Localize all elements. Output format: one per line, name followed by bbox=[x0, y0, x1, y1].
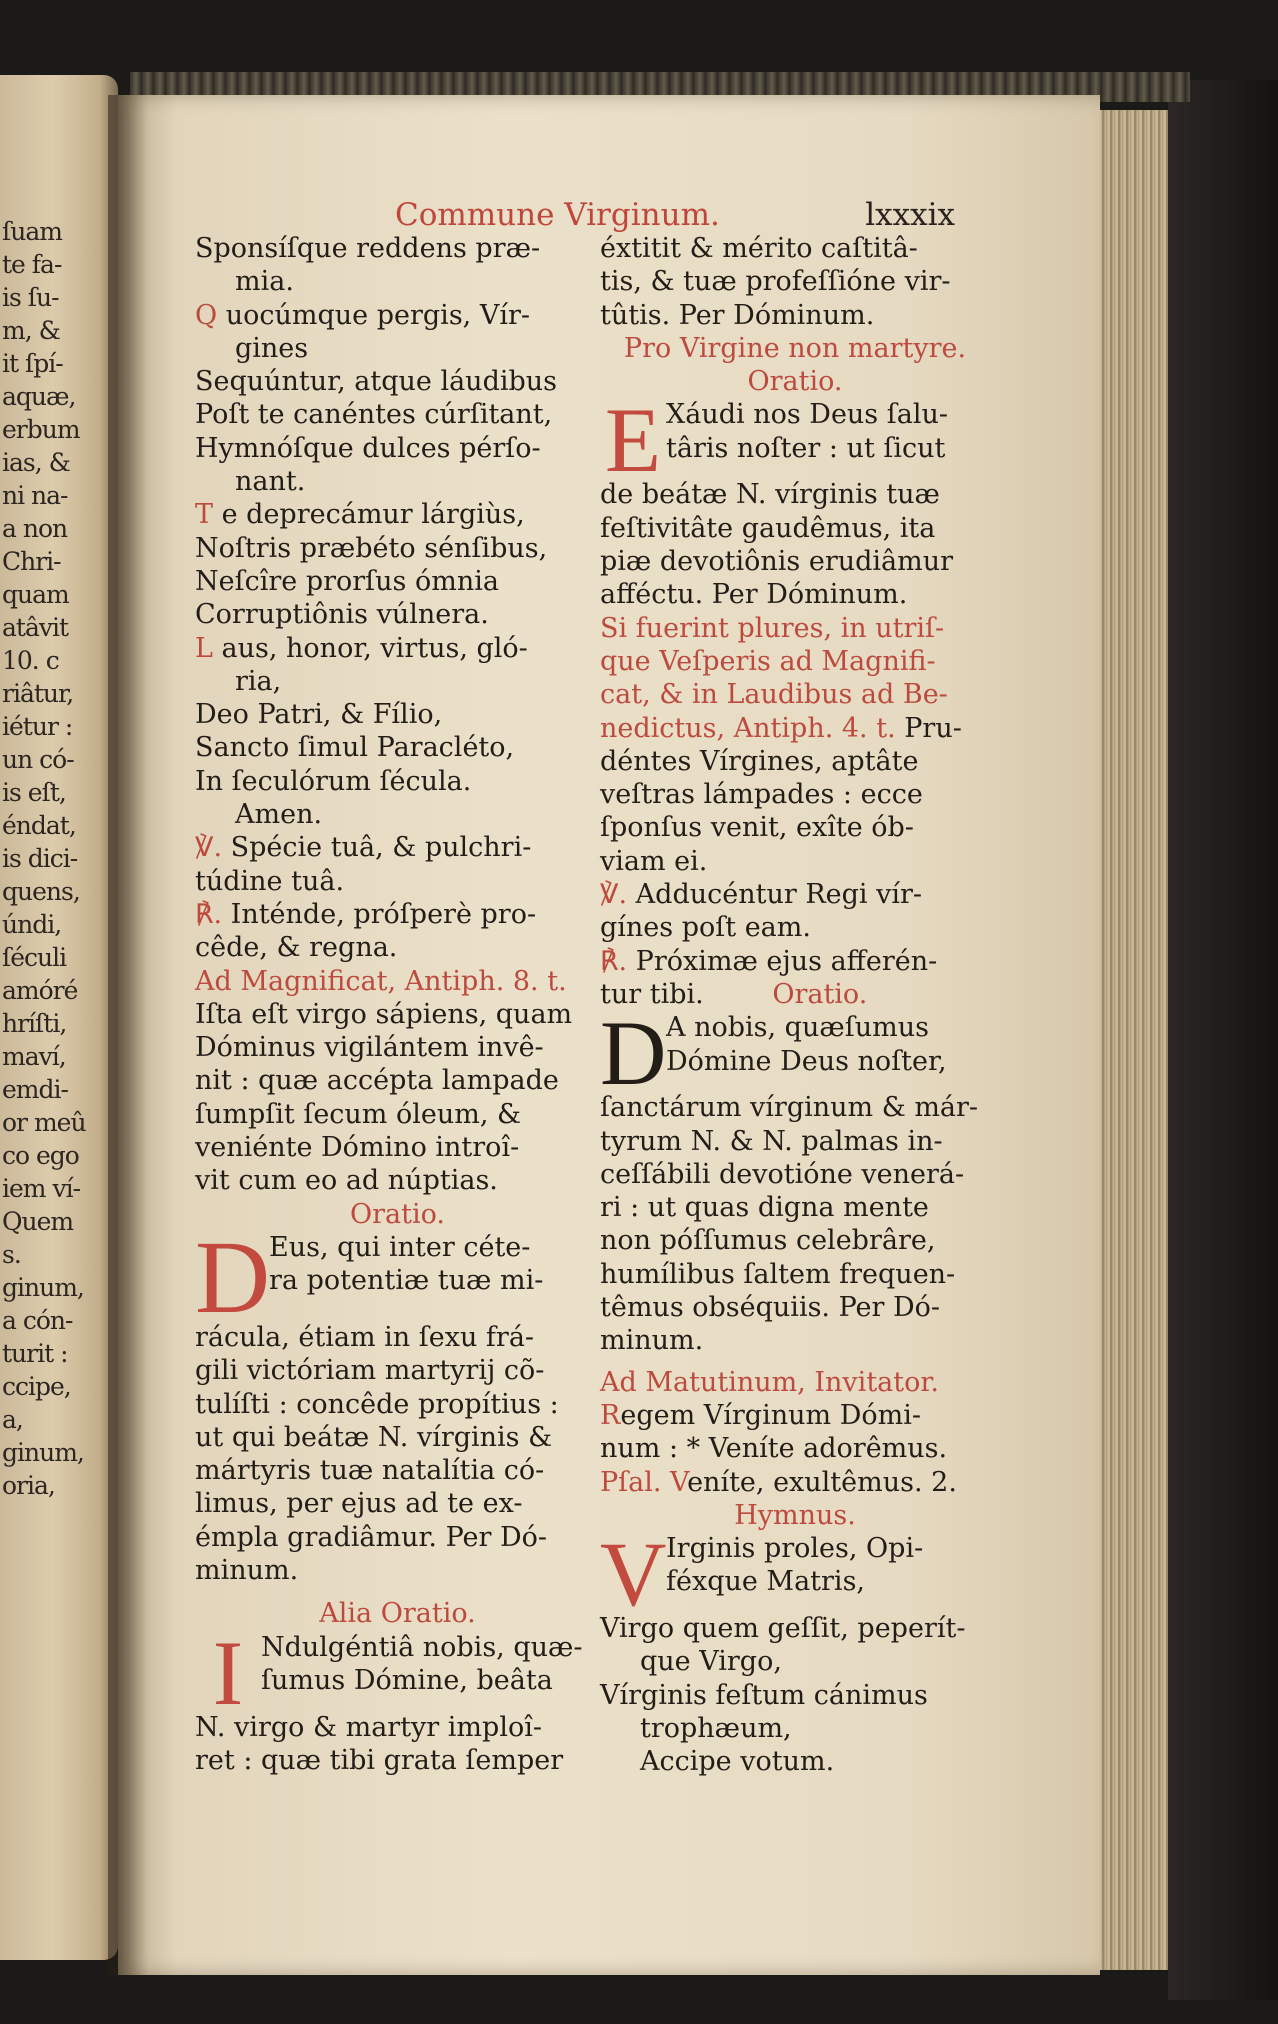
left-page-fragment: úndi, bbox=[2, 910, 62, 939]
invitatory-line bbox=[600, 1399, 990, 1432]
text-line-with-red-initial bbox=[195, 632, 600, 665]
exaudi-dropcap-block bbox=[600, 389, 990, 611]
left-page-fragment: Quem bbox=[2, 1207, 74, 1236]
text-line: A nobis, quæſumus bbox=[666, 1012, 929, 1044]
invitatory-initial: R bbox=[600, 1399, 621, 1431]
dropcap-i: I bbox=[212, 1621, 244, 1724]
left-page-fragment: éndat, bbox=[2, 811, 76, 840]
text-line: rácula, étiam in ſexu frá- bbox=[195, 1321, 535, 1353]
hymn-line: Virgo quem geſſit, peperít- bbox=[600, 1613, 966, 1645]
text-line: Poſt te canéntes cúrſitant, bbox=[195, 399, 553, 431]
text-line: vit cum eo ad núptias. bbox=[195, 1165, 498, 1197]
left-page-fragment: amóré bbox=[2, 976, 78, 1005]
text-line: limus, per ejus ad te ex- bbox=[195, 1488, 523, 1520]
gutter-shadow bbox=[108, 95, 148, 1975]
text-line: ſumpſit ſecum óleum, & bbox=[195, 1098, 522, 1130]
running-header bbox=[395, 195, 955, 235]
text-line: Deo Patri, & Fílio, bbox=[195, 699, 443, 731]
left-page-fragment: riâtur, bbox=[2, 679, 74, 708]
text-line-with-red-initial bbox=[195, 299, 600, 332]
da-nobis-dropcap-block bbox=[600, 1002, 990, 1357]
dropcap-continuation bbox=[195, 1321, 600, 1587]
text-line: minum. bbox=[600, 1325, 704, 1357]
versicle-text: Adducéntur Regi vír- bbox=[635, 879, 923, 911]
rubric-line: Ad Magnificat, Antiph. 8. t. bbox=[195, 965, 567, 997]
hymnus-heading: Hymnus. bbox=[734, 1499, 856, 1531]
hymn-line: Accipe votum. bbox=[640, 1746, 835, 1778]
pro-virgine-heading: Pro Virgine non martyre. bbox=[623, 332, 967, 364]
response-sign: ℟. bbox=[600, 945, 628, 977]
left-page-fragment: co ego bbox=[2, 1141, 79, 1170]
text-line: Ndulgéntiâ nobis, quæ- bbox=[261, 1631, 583, 1663]
text-line: ri : ut quas digna mente bbox=[600, 1192, 929, 1224]
text-line-with-red-initial bbox=[195, 831, 600, 864]
dropcap-continuation bbox=[600, 1091, 990, 1357]
left-page-fragment: ginum, bbox=[2, 1438, 84, 1467]
text-line: veniénte Dómino introî- bbox=[195, 1132, 520, 1164]
text-line: nit : quæ accépta lampade bbox=[195, 1065, 559, 1097]
text-line: Corruptiônis vúlnera. bbox=[195, 599, 489, 631]
text-line: In ſeculórum ſécula. bbox=[195, 765, 472, 797]
left-page-fragment: a non bbox=[2, 514, 68, 543]
left-page-fragment: turit : bbox=[2, 1339, 68, 1368]
left-page-fragment: or meû bbox=[2, 1108, 86, 1137]
psalm-line bbox=[600, 1466, 990, 1499]
left-page-fragment: a, bbox=[2, 1405, 23, 1434]
text-line: Sponsíſque reddens præ- bbox=[195, 233, 541, 264]
left-page-fragment: ias, & bbox=[2, 448, 70, 477]
right-text-column bbox=[600, 232, 990, 1779]
text-line: ria, bbox=[235, 665, 282, 697]
hymn-line: que Virgo, bbox=[640, 1646, 782, 1678]
left-page-fragment: ſéculi bbox=[2, 943, 67, 972]
text-line-with-red-initial bbox=[195, 898, 600, 931]
text-line: afféctu. Per Dóminum. bbox=[600, 579, 908, 611]
antiphon-start: Pru- bbox=[904, 712, 962, 744]
text-line: Iſta eſt virgo sápiens, quam bbox=[195, 998, 573, 1030]
text-line: mártyris tuæ natalítia có- bbox=[195, 1455, 545, 1487]
text-line: tis, & tuæ profeſſióne vir- bbox=[600, 266, 951, 298]
text-line: veſtras lámpades : ecce bbox=[600, 779, 923, 811]
left-column-lines bbox=[195, 232, 600, 1231]
text-line: gínes poſt eam. bbox=[600, 912, 811, 944]
text-line: têmus obséquiis. Per Dó- bbox=[600, 1292, 941, 1324]
dropcap-continuation bbox=[600, 478, 990, 611]
text-line: ret : quæ tibi grata ſemper bbox=[195, 1744, 564, 1776]
left-page-fragment: ginum, bbox=[2, 1273, 84, 1302]
text-line: de beátæ N. vírginis tuæ bbox=[600, 479, 940, 511]
text-line-with-red-initial bbox=[195, 498, 600, 531]
left-page-fragment: ni na- bbox=[2, 481, 68, 510]
text-line: Hymnóſque dulces pérſo- bbox=[195, 432, 541, 464]
line-text: Inténde, próſperè pro- bbox=[230, 898, 537, 930]
text-line: féxque Matris, bbox=[666, 1566, 866, 1598]
text-line: viam ei. bbox=[600, 845, 708, 877]
versicle-line bbox=[600, 878, 990, 911]
left-facing-page bbox=[0, 75, 118, 1960]
red-initial: ℟. bbox=[195, 898, 223, 930]
left-page-fragment: it ſpí- bbox=[2, 349, 63, 378]
rubric-line: Si fuerint plures, in utriſ- bbox=[600, 612, 945, 644]
red-initial: Q bbox=[195, 299, 218, 331]
text-line: túdine tuâ. bbox=[195, 865, 345, 897]
text-line: Dómine Deus noſter, bbox=[666, 1045, 947, 1077]
response-text: Próximæ ejus afferén- bbox=[635, 945, 938, 977]
line-text: e deprecámur lárgiùs, bbox=[221, 499, 525, 531]
text-line: Sancto ſimul Paracléto, bbox=[195, 732, 515, 764]
text-line: minum. bbox=[195, 1554, 299, 1586]
right-column-top-lines bbox=[600, 232, 990, 332]
left-page-fragment: oria, bbox=[2, 1471, 55, 1500]
left-page-fragment: is dici- bbox=[2, 844, 78, 873]
text-line: ſponſus venit, exîte ób- bbox=[600, 812, 914, 844]
book-cover-edge bbox=[1168, 80, 1278, 2000]
oratio-dropcap-block bbox=[195, 1219, 600, 1587]
hymn-line: trophæum, bbox=[640, 1712, 792, 1744]
text-line: émpla gradiâmur. Per Dó- bbox=[195, 1521, 548, 1553]
left-text-column bbox=[195, 232, 600, 1777]
matutinum-rubric: Ad Matutinum, Invitator. bbox=[600, 1366, 939, 1398]
text-line: gines bbox=[235, 332, 309, 364]
hymn-line: Vírginis feſtum cánimus bbox=[600, 1679, 928, 1711]
text-line: déntes Vírgines, aptâte bbox=[600, 745, 919, 777]
text-line: Eus, qui inter céte- bbox=[269, 1231, 531, 1263]
dropcap-d-black: D bbox=[600, 1002, 667, 1105]
dropcap-d: D bbox=[195, 1219, 271, 1335]
line-text: aus, honor, virtus, gló- bbox=[221, 632, 528, 664]
text-line: mia. bbox=[235, 266, 294, 298]
text-line: ſumus Dómine, beâta bbox=[261, 1664, 553, 1696]
left-page-fragment: is eſt, bbox=[2, 778, 66, 807]
left-page-fragment: quens, bbox=[2, 877, 80, 906]
alia-oratio-dropcap-block bbox=[195, 1621, 600, 1778]
rubric-block bbox=[600, 612, 990, 712]
left-page-fragment: is ſu- bbox=[2, 283, 59, 312]
left-page-fragment: iétur : bbox=[2, 712, 73, 741]
text-line: Xáudi nos Deus ſalu- bbox=[666, 399, 948, 431]
left-page-fragment: aquæ, bbox=[2, 382, 76, 411]
invitatory-text: egem Vírginum Dómi- bbox=[620, 1399, 921, 1431]
left-page-fragment: emdi- bbox=[2, 1075, 68, 1104]
psalm-text: eníte, exultêmus. 2. bbox=[687, 1466, 957, 1498]
text-line: Neſcîre prorſus ómnia bbox=[195, 565, 499, 597]
left-page-fragment: hríſti, bbox=[2, 1009, 67, 1038]
rubric-line: cat, & in Laudibus ad Be- bbox=[600, 679, 948, 711]
text-line: Amen. bbox=[235, 799, 323, 831]
text-line: cêde, & regna. bbox=[195, 932, 398, 964]
text-line: tûtis. Per Dóminum. bbox=[600, 299, 875, 331]
left-page-fragment: quam bbox=[2, 580, 69, 609]
text-line: N. virgo & martyr imploî- bbox=[195, 1711, 542, 1743]
line-text: Spécie tuâ, & pulchri- bbox=[230, 832, 532, 864]
dropcap-v: V bbox=[600, 1523, 667, 1626]
left-page-fragment: un có- bbox=[2, 745, 74, 774]
text-line: târis noſter : ut ſicut bbox=[666, 432, 946, 464]
text-line: Irginis proles, Opi- bbox=[666, 1533, 924, 1565]
running-title: Commune Virginum. bbox=[395, 197, 720, 233]
oratio-heading: Oratio. bbox=[747, 366, 843, 398]
text-line: feſtivitâte gaudêmus, ita bbox=[600, 512, 936, 544]
left-page-fragment: Chri- bbox=[2, 547, 61, 576]
left-page-text-fragments bbox=[2, 215, 114, 1502]
text-line: ra potentiæ tuæ mi- bbox=[269, 1265, 544, 1297]
left-page-fragment: erbum bbox=[2, 415, 80, 444]
text-line: ut qui beátæ N. vírginis & bbox=[195, 1421, 553, 1453]
left-page-fragment: ccipe, bbox=[2, 1372, 71, 1401]
text-line: Noſtris præbéto sénſibus, bbox=[195, 532, 548, 564]
response-tail: tur tibi. bbox=[600, 978, 704, 1010]
rubric-last-line bbox=[600, 712, 990, 745]
oratio-inline-heading: Oratio. bbox=[772, 978, 868, 1010]
rubric-line: que Veſperis ad Magnifi- bbox=[600, 645, 936, 677]
text-line: Dóminus vigilántem invê- bbox=[195, 1032, 544, 1064]
text-line: éxtitit & mérito caſtitâ- bbox=[600, 233, 918, 264]
dropcap-continuation bbox=[195, 1711, 600, 1778]
text-line: humílibus ſaltem frequen- bbox=[600, 1258, 956, 1290]
text-line: gili victóriam martyrij cõ- bbox=[195, 1355, 545, 1387]
left-page-fragment: ſuam bbox=[2, 217, 62, 246]
text-line: ſanctárum vírginum & már- bbox=[600, 1092, 979, 1124]
hymn-dropcap-block bbox=[600, 1523, 990, 1778]
versicle-sign: ℣. bbox=[600, 879, 628, 911]
left-page-fragment: s. bbox=[2, 1240, 21, 1269]
text-line: non póſſumus celebrâre, bbox=[600, 1225, 936, 1257]
text-line: piæ devotiônis erudiâmur bbox=[600, 546, 954, 578]
left-page-fragment: a cón- bbox=[2, 1306, 73, 1335]
left-page-fragment: iem ví- bbox=[2, 1174, 81, 1203]
left-page-fragment: maví, bbox=[2, 1042, 66, 1071]
text-line: tulíſti : concêde propítius : bbox=[195, 1388, 559, 1420]
red-initial: ℣. bbox=[195, 832, 223, 864]
left-page-fragment: te fa- bbox=[2, 250, 62, 279]
oratio-heading: Oratio. bbox=[350, 1198, 445, 1230]
text-line: nant. bbox=[235, 466, 306, 498]
response-line bbox=[600, 945, 990, 978]
left-page-fragment: m, & bbox=[2, 316, 60, 345]
dropcap-continuation bbox=[600, 1612, 990, 1778]
left-page-fragment: atâvit bbox=[2, 613, 69, 642]
dropcap-e: E bbox=[604, 389, 662, 492]
alia-oratio-heading: Alia Oratio. bbox=[319, 1598, 476, 1630]
psalm-label: Pſal. V bbox=[600, 1466, 688, 1498]
left-page-fragment: 10. c bbox=[2, 646, 59, 675]
folio-number: lxxxix bbox=[865, 197, 955, 233]
red-initial: T bbox=[195, 499, 214, 531]
text-line: ceſſábili devotióne venerá- bbox=[600, 1158, 965, 1190]
text-line: Sequúntur, atque láudibus bbox=[195, 366, 558, 398]
text-line: tyrum N. & N. palmas in- bbox=[600, 1125, 943, 1157]
invitatory-line-2: num : * Veníte adorêmus. bbox=[600, 1433, 948, 1465]
rubric-tail-text: nedictus, Antiph. 4. t. bbox=[600, 712, 896, 744]
line-text: uocúmque pergis, Vír- bbox=[225, 299, 530, 331]
antiphon-lines bbox=[600, 745, 990, 878]
page-block-edge bbox=[1090, 110, 1168, 1970]
red-initial: L bbox=[195, 632, 213, 664]
